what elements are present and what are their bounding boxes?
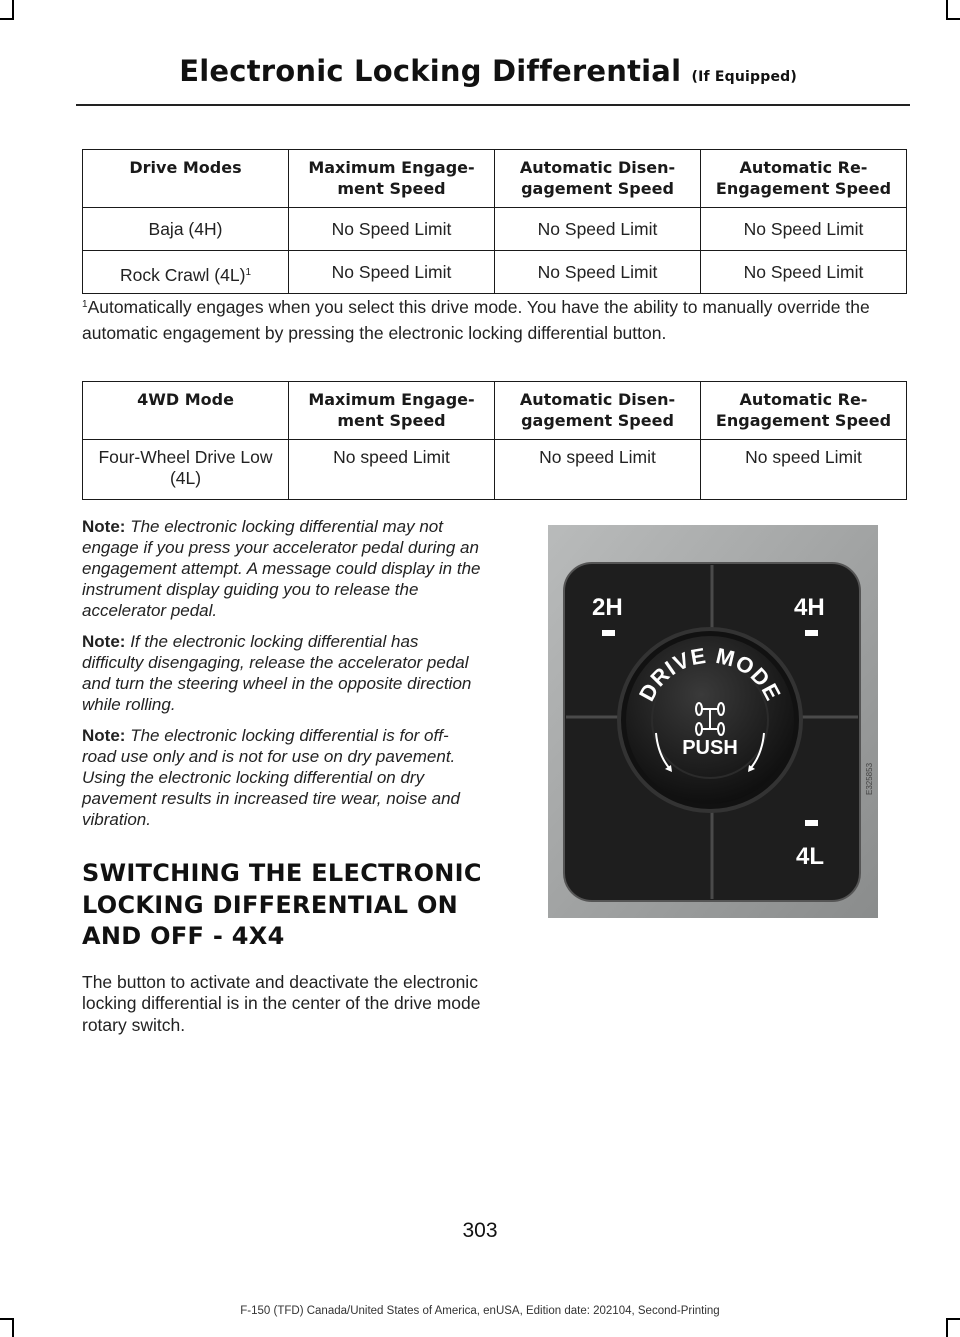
table-header-cell: Maximum Engage-ment Speed [289, 382, 495, 440]
table-cell [83, 251, 289, 294]
crop-mark [946, 18, 960, 20]
table-row [83, 251, 907, 294]
label-4l: 4L [796, 843, 825, 870]
push-label: PUSH [682, 737, 738, 759]
table-header-cell: 4WD Mode [83, 382, 289, 440]
table-cell: No Speed Limit [289, 251, 495, 294]
note-label: Note: [82, 632, 126, 651]
knob-ring-text: DRIVE MODE [633, 642, 787, 706]
table-row [83, 440, 907, 500]
footnote-marker: 1 [245, 267, 251, 278]
note-label: Note: [82, 726, 126, 745]
4wd-mode-table [82, 381, 907, 500]
table-cell: Four-Wheel Drive Low (4L) [83, 440, 289, 500]
table-cell: No Speed Limit [495, 251, 701, 294]
header-rule [76, 104, 910, 106]
table-cell: No Speed Limit [495, 208, 701, 251]
page-title-suffix: (If Equipped) [691, 69, 797, 85]
table-cell: No speed Limit [701, 440, 907, 500]
table-cell: No Speed Limit [701, 208, 907, 251]
note-text: The electronic locking differential is for off-road use only and is not for use on dry pavement. Using the electronic locking differential on dry pavement results in increased tire wear, noise and vibration. [82, 726, 460, 829]
note [82, 631, 482, 715]
page-title [179, 54, 797, 88]
drive-mode-switch-illustration [548, 525, 878, 918]
table-cell: Baja (4H) [83, 208, 289, 251]
crop-mark [12, 0, 14, 18]
crop-mark [12, 1318, 14, 1337]
note [82, 725, 482, 830]
crop-mark [0, 1318, 14, 1320]
label-2h: 2H [592, 594, 623, 621]
footnote-marker: 1 [82, 299, 88, 310]
page-number: 303 [462, 1219, 498, 1242]
note [82, 516, 482, 621]
figure-id: E325853 [865, 762, 874, 795]
notes-column [82, 516, 482, 1036]
note-text: If the electronic locking differential has difficulty disengaging, release the accelerator pedal and turn the steering wheel in the opposite direction while rolling. [82, 632, 472, 714]
table-cell: No speed Limit [289, 440, 495, 500]
indicator-4l [805, 820, 818, 826]
note-label: Note: [82, 517, 126, 536]
section-heading: SWITCHING THE ELECTRONIC LOCKING DIFFERENTIAL ON AND OFF - 4X4 [82, 859, 482, 950]
crop-mark [946, 1318, 948, 1337]
table-header-row [83, 382, 907, 440]
table-cell-text: Rock Crawl (4L) [119, 265, 246, 285]
table-header-cell: Automatic Disen-gagement Speed [495, 150, 701, 208]
table-cell: No Speed Limit [701, 251, 907, 294]
table-header-cell: Maximum Engage-ment Speed [289, 150, 495, 208]
note-text: The electronic locking differential may not engage if you press your accelerator pedal during an engagement attempt. A message could display in the instrument display guiding you to release the accelerator pedal. [82, 517, 481, 620]
footnote [82, 294, 908, 346]
edition-info: F-150 (TFD) Canada/United States of America, enUSA, Edition date: 202104, Second-Printing [240, 1305, 720, 1317]
page-title-main: Electronic Locking Differential [179, 54, 682, 88]
table-header-cell: Drive Modes [83, 150, 289, 208]
table-header-row [83, 150, 907, 208]
indicator-4h [805, 630, 818, 636]
table-cell: No speed Limit [495, 440, 701, 500]
crop-mark [0, 18, 14, 20]
drive-modes-table [82, 149, 907, 294]
indicator-2h [602, 630, 615, 636]
table-header-cell: Automatic Re-Engagement Speed [701, 150, 907, 208]
drive-mode-switch-figure [548, 525, 878, 918]
crop-mark [946, 1318, 960, 1320]
table-cell: No Speed Limit [289, 208, 495, 251]
label-4h: 4H [794, 594, 825, 621]
table-header-cell: Automatic Disen-gagement Speed [495, 382, 701, 440]
crop-mark [946, 0, 948, 18]
section-body: The button to activate and deactivate the electronic locking differential is in the center of the drive mode rotary switch. [82, 971, 481, 1035]
table-header-cell: Automatic Re-Engagement Speed [701, 382, 907, 440]
table-row [83, 208, 907, 251]
footnote-text: Automatically engages when you select this drive mode. You have the ability to manually override the automatic engagement by pressing the electronic locking differential button. [82, 297, 870, 343]
